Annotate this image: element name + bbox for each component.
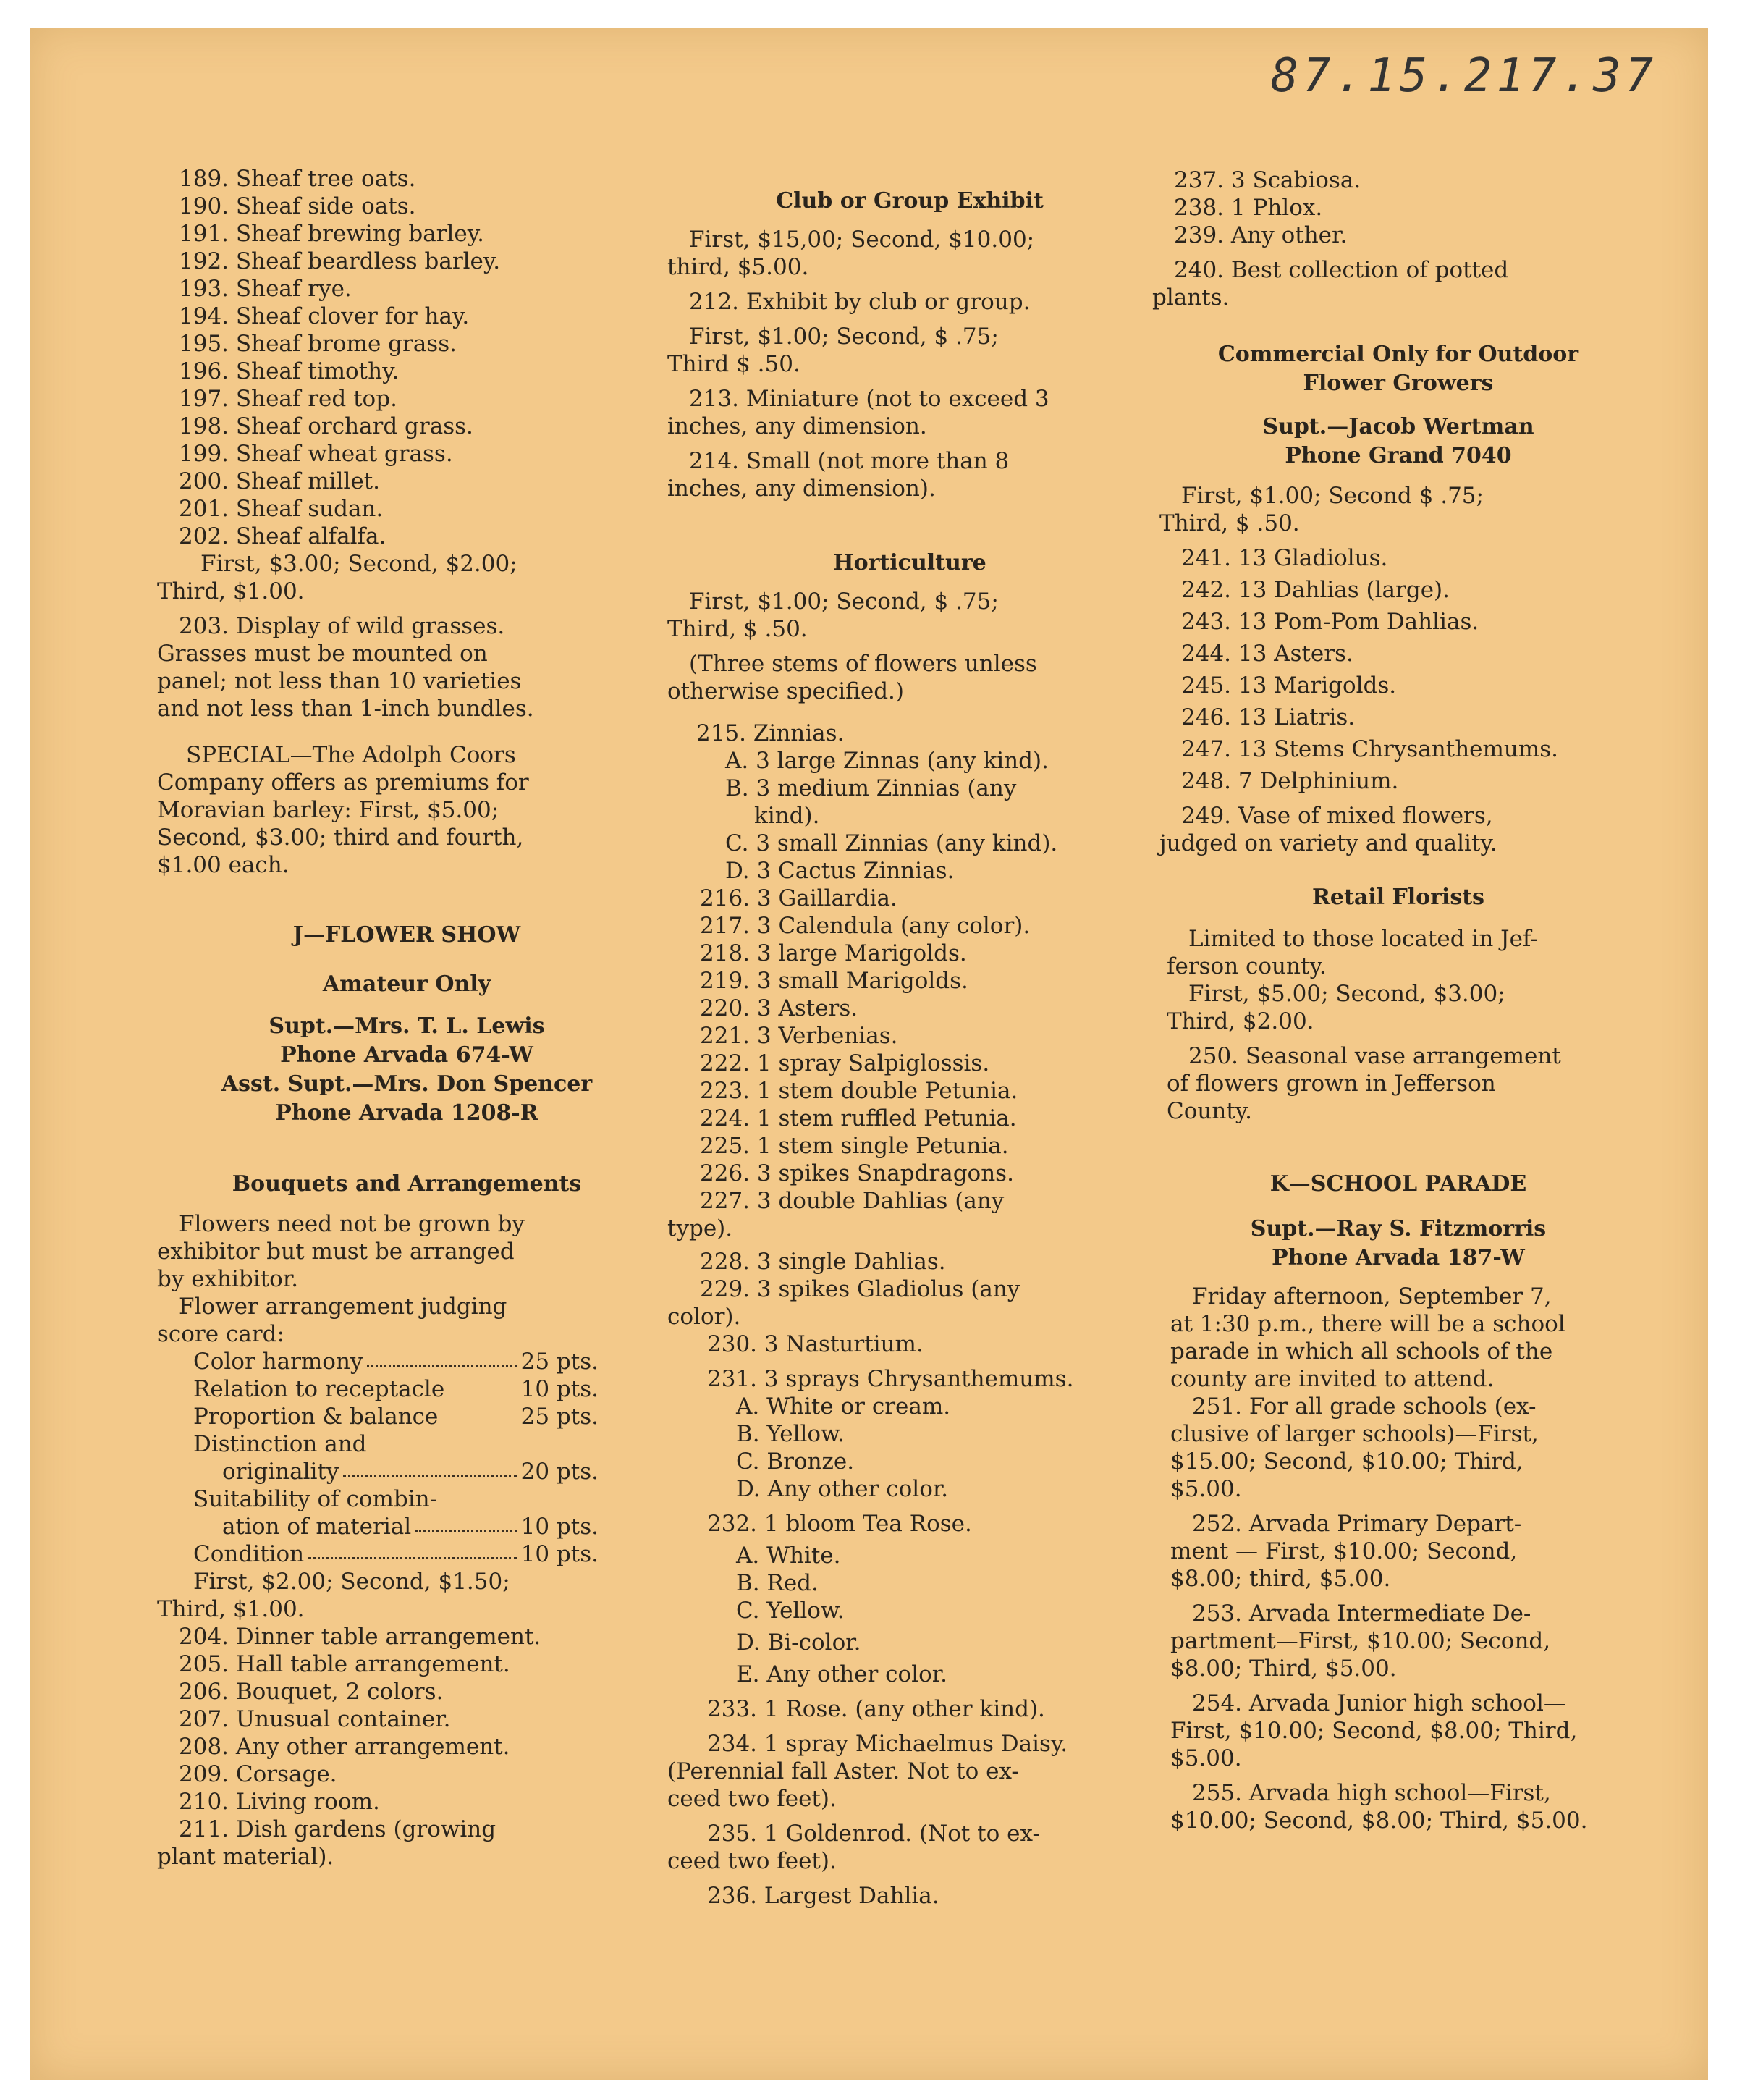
list-item: 216. 3 Gaillardia. bbox=[700, 885, 897, 911]
horticulture-note bbox=[667, 650, 1152, 705]
item-233: 233. 1 Rose. (any other kind). bbox=[707, 1696, 1045, 1722]
text-line: inches, any dimension. bbox=[667, 413, 927, 439]
score-label: Color harmony bbox=[193, 1349, 363, 1375]
list-item: 194. Sheaf clover for hay. bbox=[179, 303, 470, 329]
table-row bbox=[193, 1348, 599, 1375]
list-item: 195. Sheaf brome grass. bbox=[179, 331, 457, 357]
prize-line: First, $1.00; Second, $ .75; bbox=[689, 324, 999, 350]
list-item: 230. 3 Nasturtium. bbox=[707, 1331, 924, 1357]
score-label: ation of material bbox=[222, 1514, 412, 1540]
table-row bbox=[193, 1458, 599, 1485]
item-249 bbox=[1152, 802, 1644, 857]
list-item: 218. 3 large Marigolds. bbox=[700, 940, 967, 966]
score-label: Proportion & balance bbox=[193, 1404, 439, 1430]
list-item: 196. Sheaf timothy. bbox=[179, 358, 400, 384]
text-line: 254. Arvada Junior high school— bbox=[1192, 1690, 1566, 1716]
prize-line: Third, $1.00. bbox=[157, 578, 305, 604]
text-line: $1.00 each. bbox=[157, 852, 290, 878]
list-item-cont: plant material). bbox=[157, 1844, 334, 1870]
text-line: 234. 1 spray Michaelmus Daisy. bbox=[707, 1731, 1068, 1757]
list-item: 228. 3 single Dahlias. bbox=[700, 1249, 946, 1275]
text-line: $5.00. bbox=[1170, 1476, 1242, 1502]
item-232: 232. 1 bloom Tea Rose. bbox=[707, 1511, 972, 1537]
column-2 bbox=[667, 187, 1152, 1910]
column-1 bbox=[157, 165, 656, 1871]
chrysanthemum-subitems bbox=[667, 1393, 1152, 1503]
score-points: 25 pts. bbox=[520, 1349, 599, 1375]
list-item: 238. 1 Phlox. bbox=[1174, 195, 1323, 221]
sheaf-list bbox=[179, 165, 656, 550]
school-supt bbox=[1152, 1215, 1644, 1273]
school-intro bbox=[1152, 1283, 1644, 1393]
special-notice bbox=[157, 741, 656, 879]
list-item: C. 3 small Zinnias (any kind). bbox=[725, 830, 1058, 856]
text-line: Supt.—Ray S. Fitzmorris bbox=[1250, 1216, 1547, 1241]
list-item: 211. Dish gardens (growing bbox=[179, 1816, 496, 1842]
text-line: 249. Vase of mixed flowers, bbox=[1181, 803, 1493, 829]
prize-line: First, $15,00; Second, $10.00; bbox=[689, 227, 1035, 253]
text-line: 214. Small (not more than 8 bbox=[689, 448, 1010, 474]
horticulture-list bbox=[667, 885, 1152, 1358]
list-item: 241. 13 Gladiolus. bbox=[1181, 545, 1388, 571]
prize-line: Third $ .50. bbox=[667, 351, 800, 377]
amateur-heading: Amateur Only bbox=[322, 971, 491, 997]
list-item: E. Any other color. bbox=[736, 1661, 948, 1687]
list-item: 248. 7 Delphinium. bbox=[1181, 768, 1399, 794]
text-line: (Perennial fall Aster. Not to ex- bbox=[667, 1758, 1019, 1784]
text-line: Phone Grand 7040 bbox=[1285, 443, 1512, 468]
list-item-cont: color). bbox=[667, 1304, 741, 1330]
retail-intro bbox=[1152, 925, 1644, 980]
text-line: $15.00; Second, $10.00; Third, bbox=[1170, 1449, 1523, 1475]
text-line: of flowers grown in Jefferson bbox=[1167, 1071, 1496, 1097]
score-points: 20 pts. bbox=[520, 1459, 599, 1485]
text-line: clusive of larger schools)—First, bbox=[1170, 1421, 1539, 1447]
document-page bbox=[30, 28, 1708, 2080]
text-line: Second, $3.00; third and fourth, bbox=[157, 825, 524, 851]
score-points: 10 pts. bbox=[520, 1376, 599, 1402]
table-row bbox=[193, 1485, 599, 1513]
item-254 bbox=[1152, 1690, 1644, 1772]
list-item: D. Any other color. bbox=[736, 1476, 949, 1502]
list-item: B. 3 medium Zinnias (any bbox=[725, 775, 1017, 801]
list-item-cont: type). bbox=[667, 1215, 733, 1241]
item-214 bbox=[667, 447, 1152, 502]
text-line: Supt.—Jacob Wertman bbox=[1262, 414, 1534, 439]
score-points: 10 pts. bbox=[520, 1514, 599, 1540]
arrangement-list bbox=[157, 1623, 656, 1871]
item-255 bbox=[1152, 1779, 1644, 1834]
text-line: 235. 1 Goldenrod. (Not to ex- bbox=[707, 1821, 1040, 1847]
list-item: 205. Hall table arrangement. bbox=[179, 1651, 510, 1677]
item-235 bbox=[667, 1820, 1152, 1875]
text-line: partment—First, $10.00; Second, bbox=[1170, 1628, 1551, 1654]
text-line: Company offers as premiums for bbox=[157, 769, 529, 796]
text-line: inches, any dimension). bbox=[667, 476, 936, 502]
item-253 bbox=[1152, 1600, 1644, 1682]
item-251 bbox=[1152, 1393, 1644, 1503]
score-label: Distinction and bbox=[193, 1431, 367, 1457]
text-line: Supt.—Mrs. T. L. Lewis bbox=[269, 1013, 545, 1039]
retail-heading: Retail Florists bbox=[1311, 885, 1485, 910]
prize-line: Third, $ .50. bbox=[1159, 510, 1300, 536]
list-item: 245. 13 Marigolds. bbox=[1181, 672, 1397, 699]
list-item: 242. 13 Dahlias (large). bbox=[1181, 577, 1450, 603]
commercial-heading bbox=[1152, 340, 1644, 398]
prize-line: Third, $2.00. bbox=[1167, 1008, 1314, 1034]
item-252 bbox=[1152, 1510, 1644, 1593]
list-item: 210. Living room. bbox=[179, 1789, 380, 1815]
text-line: 252. Arvada Primary Depart- bbox=[1192, 1511, 1522, 1537]
list-item: D. 3 Cactus Zinnias. bbox=[725, 858, 955, 884]
list-item: 190. Sheaf side oats. bbox=[179, 193, 416, 219]
list-item: 225. 1 stem single Petunia. bbox=[700, 1133, 1009, 1159]
list-item: 201. Sheaf sudan. bbox=[179, 496, 384, 522]
text-line: at 1:30 p.m., there will be a school bbox=[1170, 1311, 1565, 1337]
item-215: 215. Zinnias. bbox=[696, 720, 845, 746]
text-line: $5.00. bbox=[1170, 1745, 1242, 1771]
table-row bbox=[193, 1403, 599, 1430]
list-item: C. Yellow. bbox=[736, 1598, 845, 1624]
scorecard bbox=[179, 1348, 656, 1568]
list-item: 193. Sheaf rye. bbox=[179, 276, 352, 302]
commercial-supt bbox=[1152, 413, 1644, 471]
table-row bbox=[193, 1540, 599, 1568]
zinnia-subitems bbox=[667, 747, 1152, 885]
prize-line: Third, $ .50. bbox=[667, 616, 808, 642]
text-line: plants. bbox=[1152, 284, 1230, 311]
prize-line: First, $1.00; Second $ .75; bbox=[1181, 483, 1484, 509]
bouquets-heading: Bouquets and Arrangements bbox=[232, 1171, 582, 1197]
text-line: Moravian barley: First, $5.00; bbox=[157, 797, 499, 823]
list-item: 208. Any other arrangement. bbox=[179, 1734, 510, 1760]
text-line: (Three stems of flowers unless bbox=[689, 651, 1037, 677]
text-line: 213. Miniature (not to exceed 3 bbox=[689, 386, 1049, 412]
text-line: 203. Display of wild grasses. bbox=[179, 613, 505, 639]
prize-line: First, $1.00; Second, $ .75; bbox=[689, 589, 999, 615]
horticulture-heading: Horticulture bbox=[833, 550, 986, 575]
item-236: 236. Largest Dahlia. bbox=[707, 1883, 939, 1909]
text-line: ceed two feet). bbox=[667, 1848, 837, 1874]
heading-line: Commercial Only for Outdoor bbox=[1217, 342, 1579, 367]
score-label: originality bbox=[222, 1459, 339, 1485]
item-234 bbox=[667, 1730, 1152, 1813]
prize-line: First, $5.00; Second, $3.00; bbox=[1188, 981, 1505, 1007]
list-item: A. White. bbox=[736, 1543, 841, 1569]
table-row bbox=[193, 1513, 599, 1540]
list-item: 198. Sheaf orchard grass. bbox=[179, 413, 473, 439]
text-line: Asst. Supt.—Mrs. Don Spencer bbox=[221, 1071, 593, 1097]
list-item-cont: kind). bbox=[754, 803, 820, 829]
list-item: 221. 3 Verbenias. bbox=[700, 1023, 898, 1049]
list-item: B. Yellow. bbox=[736, 1421, 845, 1447]
section-title-school-parade: K—SCHOOL PARADE bbox=[1269, 1171, 1527, 1197]
item-212: 212. Exhibit by club or group. bbox=[689, 289, 1031, 315]
text-line: ferson county. bbox=[1167, 953, 1327, 979]
list-item: 229. 3 spikes Gladiolus (any bbox=[700, 1276, 1020, 1302]
text-line: Grasses must be mounted on bbox=[157, 641, 488, 667]
list-item: 204. Dinner table arrangement. bbox=[179, 1624, 541, 1650]
item-231: 231. 3 sprays Chrysanthemums. bbox=[707, 1366, 1074, 1392]
list-item: 222. 1 spray Salpiglossis. bbox=[700, 1050, 990, 1076]
text-line: by exhibitor. bbox=[157, 1266, 299, 1292]
list-item: 227. 3 double Dahlias (any bbox=[700, 1188, 1005, 1214]
club-heading: Club or Group Exhibit bbox=[776, 188, 1044, 214]
text-line: Phone Arvada 674-W bbox=[280, 1042, 533, 1068]
text-line: Phone Arvada 187-W bbox=[1272, 1245, 1525, 1270]
heading-line: Flower Growers bbox=[1303, 371, 1494, 396]
item-213 bbox=[667, 385, 1152, 440]
text-line: First, $10.00; Second, $8.00; Third, bbox=[1170, 1718, 1578, 1744]
list-item: 223. 1 stem double Petunia. bbox=[700, 1078, 1018, 1104]
text-line: $8.00; third, $5.00. bbox=[1170, 1566, 1391, 1592]
prize-line: Third, $1.00. bbox=[157, 1596, 305, 1622]
list-item: 244. 13 Asters. bbox=[1181, 641, 1353, 667]
list-item: 189. Sheaf tree oats. bbox=[179, 166, 416, 192]
text-line: exhibitor but must be arranged bbox=[157, 1239, 515, 1265]
prize-line: First, $3.00; Second, $2.00; bbox=[200, 551, 517, 577]
list-item: 206. Bouquet, 2 colors. bbox=[179, 1679, 444, 1705]
list-item: 207. Unusual container. bbox=[179, 1706, 451, 1732]
text-line: 253. Arvada Intermediate De- bbox=[1192, 1601, 1531, 1627]
commercial-list bbox=[1152, 544, 1644, 795]
list-item: 239. Any other. bbox=[1174, 222, 1348, 248]
item-203 bbox=[157, 612, 656, 722]
text-line: judged on variety and quality. bbox=[1159, 830, 1497, 856]
score-label: Suitability of combin- bbox=[193, 1486, 438, 1512]
text-line: score card: bbox=[157, 1321, 284, 1347]
list-item: B. Red. bbox=[736, 1570, 819, 1596]
list-item: 192. Sheaf beardless barley. bbox=[179, 248, 501, 274]
text-line: Flower arrangement judging bbox=[179, 1294, 507, 1320]
text-line: SPECIAL—The Adolph Coors bbox=[186, 742, 516, 768]
score-points: 25 pts. bbox=[520, 1404, 599, 1430]
text-line: $8.00; Third, $5.00. bbox=[1170, 1656, 1397, 1682]
text-line: and not less than 1-inch bundles. bbox=[157, 696, 534, 722]
list-item: C. Bronze. bbox=[736, 1449, 855, 1475]
text-line: 240. Best collection of potted bbox=[1174, 257, 1509, 283]
score-points: 10 pts. bbox=[520, 1541, 599, 1567]
list-item: 237. 3 Scabiosa. bbox=[1174, 167, 1361, 193]
table-row bbox=[193, 1430, 599, 1458]
text-line: county are invited to attend. bbox=[1170, 1366, 1495, 1392]
list-item: 246. 13 Liatris. bbox=[1181, 704, 1356, 730]
text-line: Limited to those located in Jef- bbox=[1188, 926, 1538, 952]
list-item: 247. 13 Stems Chrysanthemums. bbox=[1181, 736, 1559, 762]
text-line: Phone Arvada 1208-R bbox=[275, 1100, 538, 1126]
list-item: 243. 13 Pom-Pom Dahlias. bbox=[1181, 609, 1479, 635]
list-item: 209. Corsage. bbox=[179, 1761, 337, 1787]
text-line: ment — First, $10.00; Second, bbox=[1170, 1538, 1518, 1564]
score-label: Relation to receptacle bbox=[193, 1376, 445, 1402]
list-item: 200. Sheaf millet. bbox=[179, 468, 381, 494]
list-item: 197. Sheaf red top. bbox=[179, 386, 397, 412]
text-line: Flowers need not be grown by bbox=[179, 1211, 525, 1237]
list-item: 217. 3 Calendula (any color). bbox=[700, 913, 1031, 939]
list-item: 199. Sheaf wheat grass. bbox=[179, 441, 453, 467]
score-label: Condition bbox=[193, 1541, 305, 1567]
list-item: 220. 3 Asters. bbox=[700, 995, 858, 1021]
list-item: D. Bi-color. bbox=[736, 1629, 861, 1656]
prize-line: First, $2.00; Second, $1.50; bbox=[193, 1569, 510, 1595]
list-item: 224. 1 stem ruffled Petunia. bbox=[700, 1105, 1017, 1131]
text-line: Friday afternoon, September 7, bbox=[1192, 1283, 1552, 1310]
text-line: 255. Arvada high school—First, bbox=[1192, 1780, 1551, 1806]
item-250 bbox=[1152, 1042, 1644, 1125]
rose-subitems bbox=[667, 1542, 1152, 1688]
catalog-number: 87.15.217.37 bbox=[1270, 49, 1657, 103]
column-3 bbox=[1152, 166, 1644, 1834]
item-240 bbox=[1152, 256, 1644, 311]
prize-line: third, $5.00. bbox=[667, 254, 809, 280]
text-line: 251. For all grade schools (ex- bbox=[1192, 1393, 1537, 1420]
list-item: A. White or cream. bbox=[736, 1393, 951, 1420]
list-item: 202. Sheaf alfalfa. bbox=[179, 523, 386, 549]
text-line: otherwise specified.) bbox=[667, 678, 904, 704]
text-line: County. bbox=[1167, 1098, 1253, 1124]
list-item: 219. 3 small Marigolds. bbox=[700, 968, 968, 994]
text-line: 250. Seasonal vase arrangement bbox=[1188, 1043, 1561, 1069]
list-item: 191. Sheaf brewing barley. bbox=[179, 221, 485, 247]
text-line: ceed two feet). bbox=[667, 1786, 837, 1812]
text-line: panel; not less than 10 varieties bbox=[157, 668, 522, 694]
table-row bbox=[193, 1375, 599, 1403]
text-line: $10.00; Second, $8.00; Third, $5.00. bbox=[1170, 1808, 1588, 1834]
text-line: parade in which all schools of the bbox=[1170, 1338, 1553, 1365]
list-item: 226. 3 spikes Snapdragons. bbox=[700, 1160, 1014, 1186]
supt-block bbox=[157, 1012, 656, 1128]
bouquets-intro bbox=[157, 1210, 656, 1348]
list-item: A. 3 large Zinnas (any kind). bbox=[725, 748, 1049, 774]
section-title-flower-show: J—FLOWER SHOW bbox=[292, 922, 521, 948]
